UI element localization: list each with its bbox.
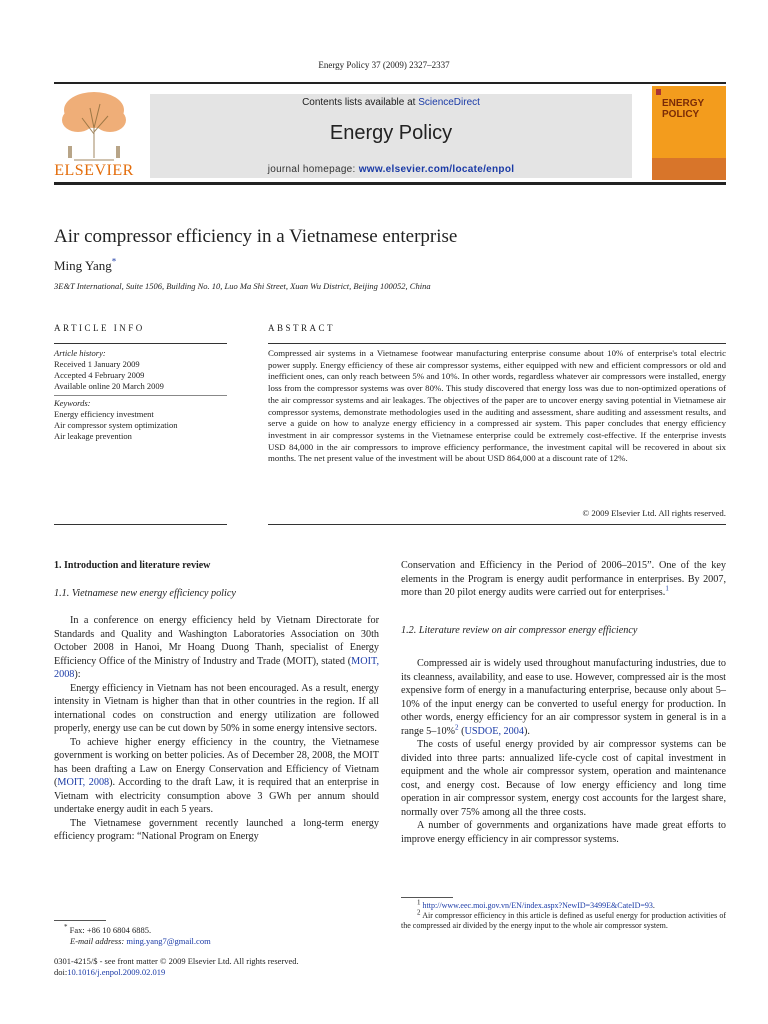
history-label: Article history: bbox=[54, 348, 106, 358]
sciencedirect-link[interactable]: ScienceDirect bbox=[418, 97, 480, 108]
fax-line bbox=[54, 925, 379, 936]
journal-homepage-link[interactable]: www.elsevier.com/locate/enpol bbox=[358, 164, 515, 175]
abstract-heading: ABSTRACT bbox=[268, 323, 336, 333]
footnote-ref[interactable]: 2 bbox=[455, 723, 459, 732]
paragraph: The Vietnamese government recently launched a long-term energy efficiency program: “National Program on Energy bbox=[54, 817, 379, 842]
author bbox=[54, 258, 116, 274]
article-info-heading: ARTICLE INFO bbox=[54, 323, 145, 333]
abstract-text: Compressed air systems in a Vietnamese footwear manufacturing enterprise consume about 10% of enterprise's total electric power supply. Energy efficiency of these air compressor systems, either equipped with new and efficient compressors or old and inefficient ones, can only reach between 5% and 10%. In other words, regardless whatever air compressors were installed, energy loss from the compressor systems was over 80%. This study discovered that energy loss was due to non-optimized operations of the air compressor systems and air leakages. The objectives of the paper are to uncover energy saving potential in Vietnamese air compressor systems, demonstrate methodologies used in the auditing and assessment, share auditing and assessment results, and serve a guide on how to analyze energy efficiency in a compressed air system. This paper concludes that energy efficiency investment in air compressor systems in the Vietnamese enterprise could be extremely cost-effective. If the enterprise invests USD 84,000 in the air compressors to improve efficiency performance, the investment capital will be recovered in about six months. The net present value of the investment will be about USD 864,000 at a discount rate of 12%. bbox=[268, 348, 726, 464]
journal-citation: Energy Policy 37 (2009) 2327–2337 bbox=[318, 60, 450, 70]
paragraph bbox=[401, 657, 726, 738]
divider bbox=[268, 343, 726, 344]
paragraph bbox=[54, 736, 379, 817]
affiliation: 3E&T International, Suite 1506, Building No. 10, Luo Ma Shi Street, Xuan Wu District, Beijing 100052, China bbox=[54, 281, 431, 291]
body-column-right bbox=[401, 559, 726, 846]
cover-mark-icon bbox=[656, 89, 661, 95]
front-matter bbox=[54, 956, 379, 978]
paragraph bbox=[54, 614, 379, 682]
keyword: Air compressor system optimization bbox=[54, 420, 178, 430]
history-item: Available online 20 March 2009 bbox=[54, 381, 164, 391]
keyword: Energy efficiency investment bbox=[54, 409, 154, 419]
publisher-name: ELSEVIER bbox=[54, 162, 134, 179]
paragraph: A number of governments and organizations have made great efforts to improve energy efficiency in air compressor systems. bbox=[401, 820, 726, 845]
elsevier-logo[interactable] bbox=[54, 88, 134, 180]
footnote-1: $^1$ http://www.eec.moi.gov.vn/EN/index.aspx?NewID=3499E&CateID=93. bbox=[417, 898, 655, 910]
reference-link[interactable]: MOIT, 2008 bbox=[57, 777, 110, 788]
footnotes-right bbox=[401, 898, 726, 931]
text: In a conference on energy efficiency held by Vietnam Directorate for Standards and Quality and Washington Laboratories Association on 30th October 2008 in Hanoi, Mr Hoang Duong Thanh, specialist of Energy Efficiency Office of the Ministry of Industry and Trade (MOIT), stated ( bbox=[54, 615, 379, 667]
doi-label: doi: bbox=[54, 967, 68, 977]
email-line bbox=[54, 936, 379, 947]
text: ). According to the draft Law, it is required that an enterprise in Vietnam with electricity consumption above 3 GWh per annum should undertake energy audit in each 5 years. bbox=[54, 777, 379, 815]
body-column-left bbox=[54, 559, 379, 844]
subsection-heading: 1.1. Vietnamese new energy efficiency policy bbox=[54, 587, 236, 599]
text: ). bbox=[523, 725, 530, 737]
footnote-number: 1 bbox=[417, 898, 421, 907]
article-history bbox=[54, 348, 229, 392]
header-rule-bottom bbox=[54, 182, 726, 185]
issn-line: 0301-4215/$ - see front matter © 2009 Elsevier Ltd. All rights reserved. bbox=[54, 956, 299, 966]
cover-title bbox=[662, 98, 704, 120]
author-name[interactable]: Ming Yang bbox=[54, 258, 112, 273]
paragraph: The costs of useful energy provided by air compressor systems can be divided into three parts: annualized life-cycle cost of capital investment in equipment and the whole air compressor system, operation and maintenance cost, and energy cost. Because of low energy efficiency and long time operation in air compressor system, energy cost accounts for the largest share, normally over 75% among all the three costs. bbox=[401, 739, 726, 818]
divider bbox=[54, 395, 227, 396]
text: Compressed air is widely used throughout manufacturing industries, due to its cleanness, availability, and ease to use. However, compressed air is the most expensive form of energy in a manufacturing enterprise, because only about 5–10% of the input energy can be converted to useful energy for production. In other words, energy efficiency for an air compressor system in general is in a range 5–10% bbox=[401, 658, 726, 737]
keywords bbox=[54, 398, 229, 442]
email-label: E-mail address: bbox=[70, 936, 125, 946]
divider bbox=[54, 343, 227, 344]
header-rule-top bbox=[54, 82, 726, 84]
text: ): bbox=[74, 669, 81, 680]
corresponding-author-note bbox=[54, 925, 379, 947]
author-footnote-mark[interactable]: * bbox=[111, 256, 117, 267]
cover-title-line2: POLICY bbox=[662, 109, 700, 120]
journal-cover-thumbnail[interactable] bbox=[652, 86, 726, 180]
contents-prefix: Contents lists available at bbox=[302, 97, 419, 108]
fax: Fax: +86 10 6804 6885. bbox=[69, 925, 152, 935]
journal-header-band bbox=[150, 94, 632, 178]
divider bbox=[54, 524, 227, 525]
doi-line bbox=[54, 967, 379, 978]
reference-link[interactable]: MOIT, 2008 bbox=[54, 655, 379, 680]
paragraph bbox=[401, 559, 726, 600]
footnote-rule bbox=[401, 897, 453, 898]
cover-title-line1: ENERGY bbox=[662, 98, 705, 109]
footnote-rule bbox=[54, 920, 106, 921]
history-item: Received 1 January 2009 bbox=[54, 359, 140, 369]
email-link[interactable]: ming.yang7@gmail.com bbox=[126, 936, 211, 946]
subsection-heading: 1.2. Literature review on air compressor energy efficiency bbox=[401, 624, 638, 636]
reference-link[interactable]: USDOE, 2004 bbox=[464, 725, 524, 737]
footnote-ref[interactable]: 1 bbox=[665, 584, 669, 593]
history-item: Accepted 4 February 2009 bbox=[54, 370, 145, 380]
cover-band bbox=[652, 158, 726, 180]
section-heading: 1. Introduction and literature review bbox=[54, 560, 211, 571]
homepage-line bbox=[150, 164, 632, 175]
homepage-prefix: journal homepage: bbox=[267, 164, 359, 175]
contents-line bbox=[150, 97, 632, 108]
text: Conservation and Efficiency in the Period of 2006–2015”. One of the key elements in the Program is energy audit performance in enterprises. By 2007, more than 20 pilot energy audits were carried out for enterprises. bbox=[401, 560, 726, 598]
journal-name: Energy Policy bbox=[329, 122, 453, 144]
footnote-mark: * bbox=[64, 923, 68, 932]
text: ( bbox=[458, 725, 465, 737]
block-quote: Energy efficiency in Vietnam has not been encouraged. As a result, energy intensity in Vietnam is higher than that in other countries in the region. If all international codes on construction and energy utilization are followed properly, energy use can be cut down by 50% in some energy intensive sectors. bbox=[54, 682, 379, 734]
text: To achieve higher energy efficiency in the country, the Vietnamese government is working on better policies. As of December 28, 2008, the MOIT has been drafting a Law on Energy Conservation and Efficiency of Vietnam ( bbox=[54, 736, 379, 788]
paper-title: Air compressor efficiency in a Vietnamese enterprise bbox=[54, 226, 458, 247]
footnote-url-link[interactable]: http://www.eec.moi.gov.vn/EN/index.aspx?NewID=3499E&CateID=93 bbox=[422, 901, 653, 910]
footnote-2 bbox=[401, 908, 726, 931]
divider bbox=[268, 524, 726, 525]
footnote-text: Air compressor efficiency in this article is defined as useful energy for production activities of the compressed air divided by the energy input to the whole air compressor system. bbox=[401, 911, 726, 930]
doi-link[interactable]: 10.1016/j.enpol.2009.02.019 bbox=[67, 967, 166, 977]
keywords-label: Keywords: bbox=[54, 398, 91, 408]
footnote-number: 2 bbox=[417, 908, 421, 917]
copyright: © 2009 Elsevier Ltd. All rights reserved. bbox=[582, 508, 726, 518]
tree-icon bbox=[54, 88, 134, 162]
keyword: Air leakage prevention bbox=[54, 431, 132, 441]
